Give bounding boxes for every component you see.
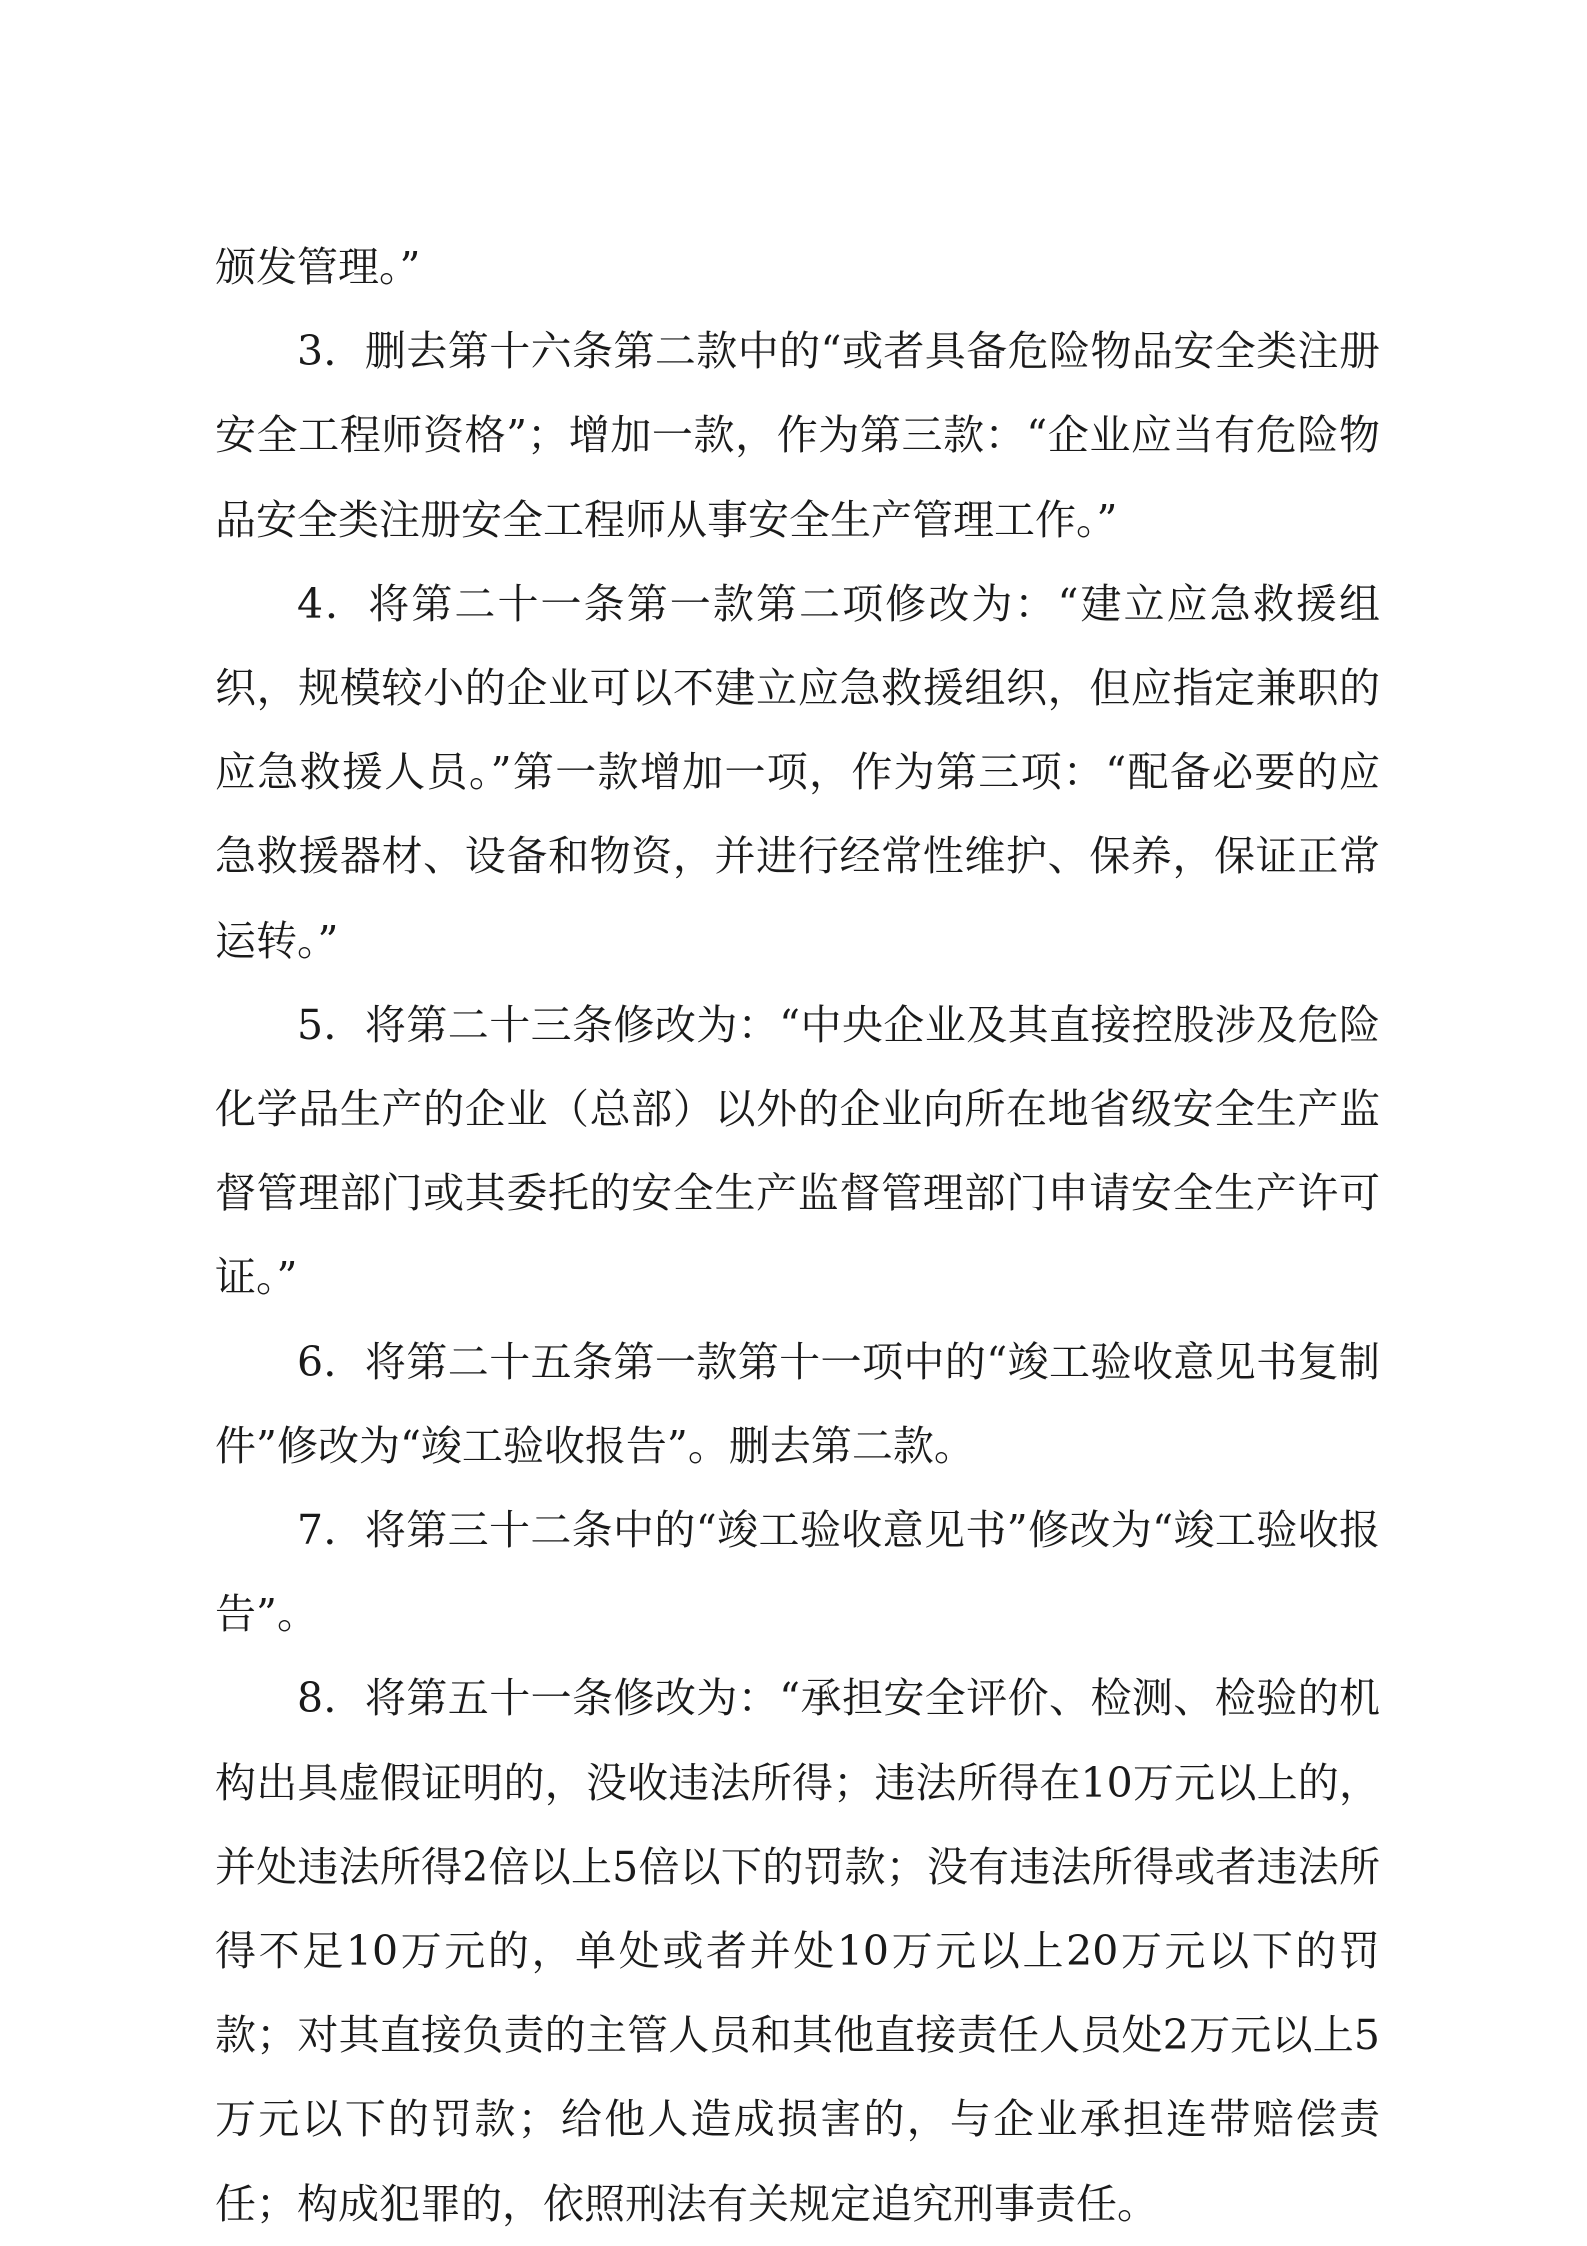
paragraph-item-7: 7．将第三十二条中的“竣工验收意见书”修改为“竣工验收报告”。 [215, 1506, 1380, 1639]
paragraph-item-5: 5．将第二十三条修改为：“中央企业及其直接控股涉及危险化学品生产的企业（总部）以外的企业向所在地省级安全生产监督管理部门或其委托的安全生产监督管理部门申请安全生产许可证。” [215, 1000, 1380, 1302]
paragraph-continuation: 颁发管理。” [215, 243, 421, 291]
document-body [215, 225, 1380, 2246]
paragraph-item-8: 8．将第五十一条修改为：“承担安全评价、检测、检验的机构出具虚假证明的，没收违法所得；违法所得在10万元以上的，并处违法所得2倍以上5倍以下的罚款；没有违法所得或者违法所得不足10万元的，单处或者并处10万元以上20万元以下的罚款；对其直接负责的主管人员和其他直接责任人员处2万元以上5万元以下的罚款；给他人造成损害的，与企业承担连带赔偿责任；构成犯罪的，依照刑法有关规定追究刑事责任。 [215, 1674, 1380, 2228]
paragraph-item-6: 6．将第二十五条第一款第十一项中的“竣工验收意见书复制件”修改为“竣工验收报告”。删去第二款。 [215, 1337, 1380, 1470]
paragraph-item-4: 4．将第二十一条第一款第二项修改为：“建立应急救援组织，规模较小的企业可以不建立应急救援组织，但应指定兼职的应急救援人员。”第一款增加一项，作为第三项：“配备必要的应急救援器材、设备和物资，并进行经常性维护、保养，保证正常运转。” [215, 579, 1380, 965]
paragraph-item-3: 3．删去第十六条第二款中的“或者具备危险物品安全类注册安全工程师资格”；增加一款，作为第三款：“企业应当有危险物品安全类注册安全工程师从事安全生产管理工作。” [215, 327, 1380, 544]
